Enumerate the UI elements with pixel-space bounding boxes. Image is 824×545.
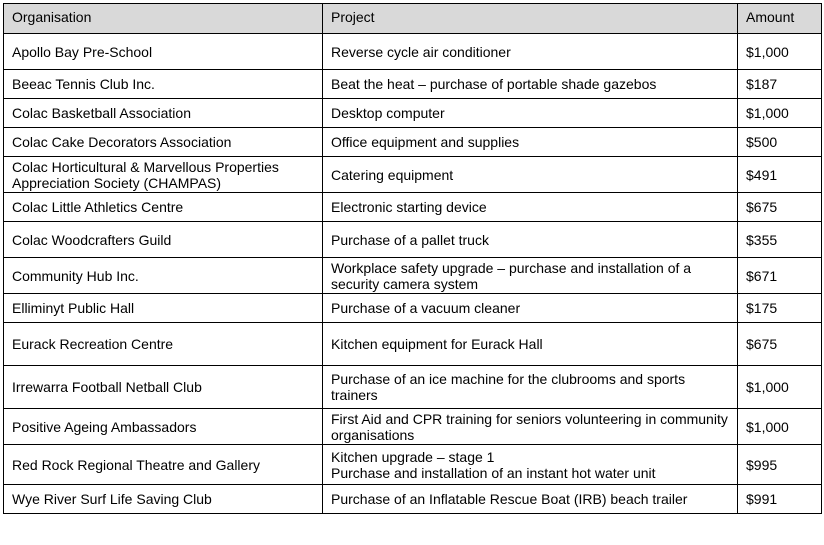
- project-cell: Reverse cycle air conditioner: [323, 34, 738, 70]
- amount-cell: $355: [738, 222, 822, 258]
- table-row: [4, 193, 822, 222]
- amount-cell: $671: [738, 258, 822, 294]
- header-project: Project: [323, 4, 738, 34]
- table-row: [4, 222, 822, 258]
- table-row: [4, 409, 822, 445]
- organisation-cell: Community Hub Inc.: [4, 258, 323, 294]
- table-row: [4, 445, 822, 485]
- table-header-row: [4, 4, 822, 34]
- project-cell: First Aid and CPR training for seniors volunteering in community organisations: [323, 409, 738, 445]
- organisation-cell: Apollo Bay Pre-School: [4, 34, 323, 70]
- amount-cell: $1,000: [738, 409, 822, 445]
- organisation-cell: Eurack Recreation Centre: [4, 323, 323, 366]
- organisation-cell: Wye River Surf Life Saving Club: [4, 485, 323, 514]
- project-cell: Purchase of a vacuum cleaner: [323, 294, 738, 323]
- organisation-cell: Colac Woodcrafters Guild: [4, 222, 323, 258]
- organisation-cell: Irrewarra Football Netball Club: [4, 366, 323, 409]
- table-row: [4, 258, 822, 294]
- amount-cell: $175: [738, 294, 822, 323]
- amount-cell: $991: [738, 485, 822, 514]
- project-cell: Catering equipment: [323, 157, 738, 193]
- project-cell: Purchase of an ice machine for the clubrooms and sports trainers: [323, 366, 738, 409]
- table-row: [4, 366, 822, 409]
- project-cell: Desktop computer: [323, 99, 738, 128]
- project-cell: Beat the heat – purchase of portable shade gazebos: [323, 70, 738, 99]
- table-body: [4, 34, 822, 514]
- table-row: [4, 323, 822, 366]
- amount-cell: $1,000: [738, 366, 822, 409]
- organisation-cell: Colac Horticultural & Marvellous Properties Appreciation Society (CHAMPAS): [4, 157, 323, 193]
- table-row: [4, 128, 822, 157]
- project-cell: Purchase of an Inflatable Rescue Boat (IRB) beach trailer: [323, 485, 738, 514]
- organisation-cell: Colac Cake Decorators Association: [4, 128, 323, 157]
- amount-cell: $500: [738, 128, 822, 157]
- amount-cell: $675: [738, 323, 822, 366]
- header-organisation: Organisation: [4, 4, 323, 34]
- project-cell: Kitchen equipment for Eurack Hall: [323, 323, 738, 366]
- table-row: [4, 294, 822, 323]
- project-cell: Purchase of a pallet truck: [323, 222, 738, 258]
- table-row: [4, 157, 822, 193]
- amount-cell: $187: [738, 70, 822, 99]
- grants-table: [3, 3, 822, 514]
- table-row: [4, 70, 822, 99]
- organisation-cell: Beeac Tennis Club Inc.: [4, 70, 323, 99]
- table-row: [4, 34, 822, 70]
- amount-cell: $1,000: [738, 34, 822, 70]
- project-cell: Electronic starting device: [323, 193, 738, 222]
- amount-cell: $1,000: [738, 99, 822, 128]
- amount-cell: $491: [738, 157, 822, 193]
- organisation-cell: Colac Little Athletics Centre: [4, 193, 323, 222]
- table-row: [4, 485, 822, 514]
- amount-cell: $675: [738, 193, 822, 222]
- project-cell: Kitchen upgrade – stage 1 Purchase and installation of an instant hot water unit: [323, 445, 738, 485]
- organisation-cell: Elliminyt Public Hall: [4, 294, 323, 323]
- amount-cell: $995: [738, 445, 822, 485]
- table-row: [4, 99, 822, 128]
- organisation-cell: Positive Ageing Ambassadors: [4, 409, 323, 445]
- project-cell: Workplace safety upgrade – purchase and installation of a security camera system: [323, 258, 738, 294]
- organisation-cell: Red Rock Regional Theatre and Gallery: [4, 445, 323, 485]
- organisation-cell: Colac Basketball Association: [4, 99, 323, 128]
- project-cell: Office equipment and supplies: [323, 128, 738, 157]
- header-amount: Amount: [738, 4, 822, 34]
